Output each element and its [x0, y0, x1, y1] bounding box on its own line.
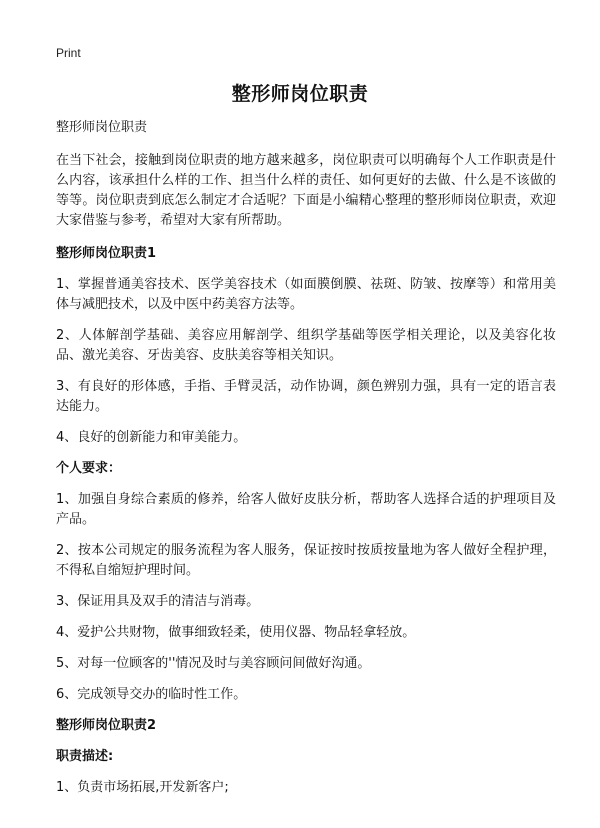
section1-item: 1、掌握普通美容技术、医学美容技术（如面膜倒膜、祛斑、防皱、按摩等）和常用美体与减肥技术，以及中医中药美容方法等。 — [56, 277, 556, 312]
section2-subheading: 职责描述: — [56, 749, 114, 764]
page-title: 整形师岗位职责 — [231, 83, 369, 105]
section1-item: 2、人体解剖学基础、美容应用解剖学、组织学基础等医学相关理论，以及美容化妆品、激光美容、牙齿美容、皮肤美容等相关知识。 — [56, 328, 556, 363]
section2-item: 1、负责市场拓展,开发新客户; — [56, 780, 229, 795]
requirement-item: 1、加强自身综合素质的修养，给客人做好皮肤分析，帮助客人选择合适的护理项目及产品。 — [56, 492, 556, 527]
section1-heading: 整形师岗位职责1 — [56, 246, 157, 261]
section2-heading: 整形师岗位职责2 — [56, 718, 157, 733]
requirement-item: 3、保证用具及双手的清洁与消毒。 — [56, 594, 260, 609]
section1-item: 4、良好的创新能力和审美能力。 — [56, 430, 247, 445]
requirement-item: 4、爱护公共财物，做事细致轻柔，使用仪器、物品轻拿轻放。 — [56, 625, 416, 640]
requirement-item: 5、对每一位顾客的''情况及时与美容顾问间做好沟通。 — [56, 656, 371, 671]
section1-item: 3、有良好的形体感，手指、手臂灵活，动作协调，颜色辨别力强，具有一定的语言表达能力。 — [56, 379, 556, 414]
document-subtitle: 整形师岗位职责 — [56, 120, 148, 135]
requirement-item: 2、按本公司规定的服务流程为客人服务，保证按时按质按量地为客人做好全程护理，不得私自缩短护理时间。 — [56, 543, 556, 578]
intro-paragraph: 在当下社会，接触到岗位职责的地方越来越多，岗位职责可以明确每个人工作职责是什么内容，该承担什么样的工作、担当什么样的责任、如何更好的去做、什么是不该做的等等。岗位职责到底怎么制定才合适呢？下面是小编精心整理的整形师岗位职责，欢迎大家借鉴与参考，希望对大家有所帮助。 — [56, 153, 556, 228]
print-link[interactable]: Print — [56, 46, 81, 60]
requirement-item: 6、完成领导交办的临时性工作。 — [56, 687, 247, 702]
requirements-heading: 个人要求： — [56, 461, 122, 476]
document-content — [56, 118, 556, 809]
